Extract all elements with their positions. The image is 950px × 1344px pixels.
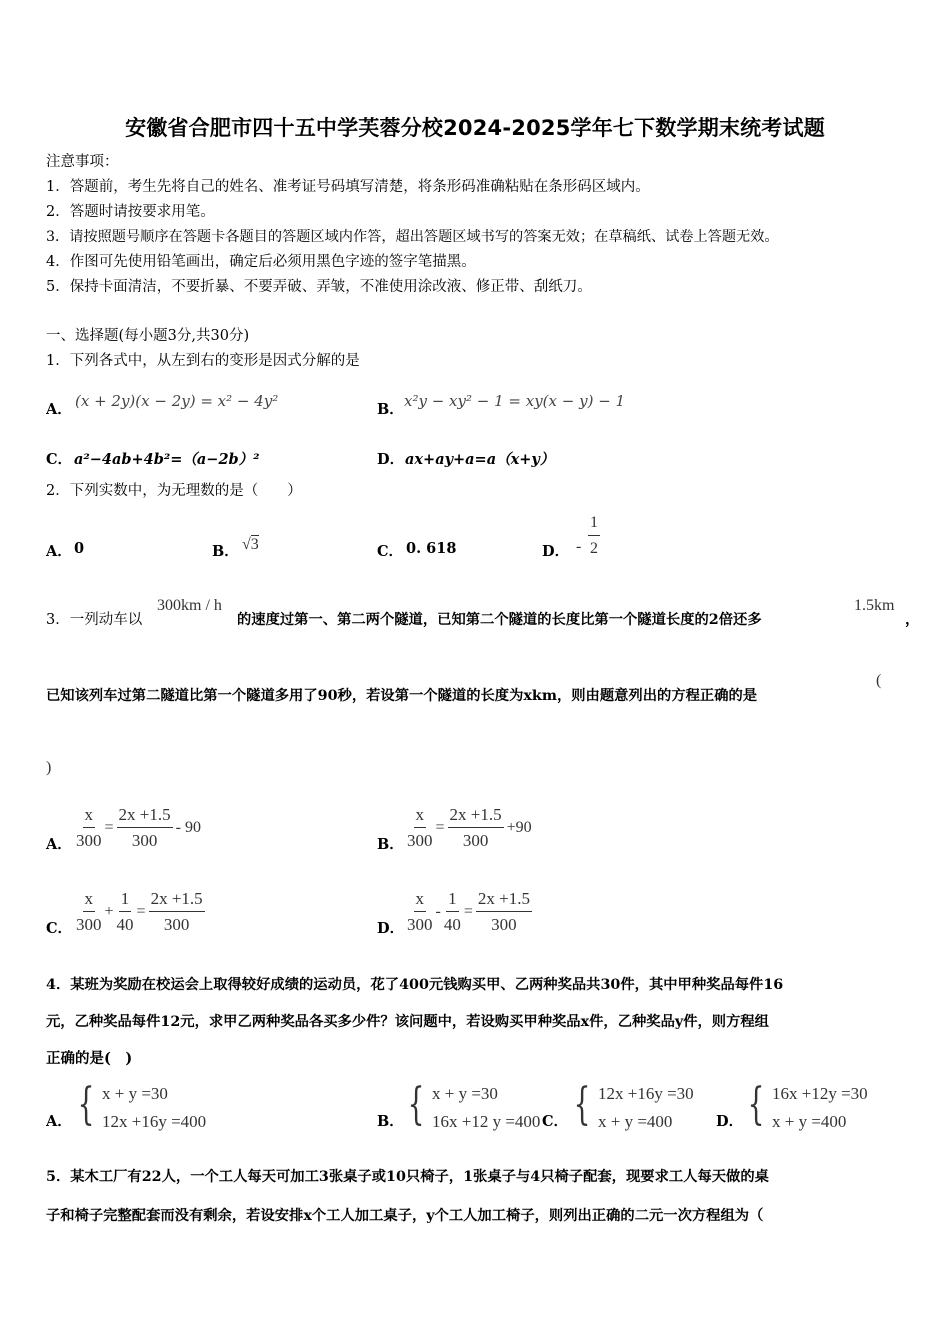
- q2-option-c-label: C．: [377, 543, 404, 560]
- q4-option-b-label: B．: [377, 1113, 404, 1130]
- fraction-numerator: 1: [119, 889, 132, 912]
- q1-option-d-label: D．: [377, 451, 405, 468]
- equation-row: 12x +16y =30: [598, 1084, 694, 1103]
- fraction-numerator: 2x +1.5: [448, 805, 504, 828]
- section-heading: 一、选择题(每小题3分,共30分): [46, 328, 250, 344]
- q2-option-c-value: 0. 618: [406, 540, 457, 557]
- q2-option-a-value: 0: [74, 540, 85, 557]
- fraction: [476, 889, 532, 935]
- fraction: [444, 889, 461, 935]
- fraction-numerator: 1: [446, 889, 459, 912]
- notice-item: 4．作图可先使用铅笔画出，确定后必须用黑色字迹的签字笔描黑。: [46, 254, 476, 270]
- notice-heading: 注意事项：: [46, 154, 119, 170]
- equation-row: 16x +12y =30: [772, 1084, 868, 1103]
- q4-option-d-system: [742, 1080, 868, 1136]
- q2-option-d-fraction: [588, 513, 600, 559]
- fraction-denominator: 300: [407, 831, 433, 850]
- question-5-line: 子和椅子完整配套而没有剩余，若设安排x个工人加工桌子，y个工人加工椅子，则列出正确的二元一次方程组为（: [46, 1208, 764, 1224]
- fraction-numerator: 2x +1.5: [149, 889, 205, 912]
- q3-part-1: 3．一列动车以: [46, 612, 143, 628]
- fraction: [76, 889, 102, 935]
- equation-row: 12x +16y =400: [102, 1112, 207, 1131]
- q2-option-d-label: D．: [542, 543, 570, 560]
- q3-option-d-label: D．: [377, 920, 405, 937]
- fraction-denominator: 300: [407, 915, 433, 934]
- q3-option-a-equation: [76, 805, 201, 851]
- fraction: [117, 805, 173, 851]
- q3-option-c-equation: [76, 889, 205, 935]
- q3-comma: ，: [905, 611, 920, 628]
- fraction-denominator: 300: [163, 915, 190, 934]
- question-3-text: [46, 610, 142, 630]
- q3-part-3: 已知该列车过第二隧道比第一个隧道多用了90秒，若设第一个隧道的长度为xkm，则由题意列出的方程正确的是: [46, 688, 758, 704]
- q3-option-d-equation: [407, 889, 532, 935]
- q1-option-c-formula: a²−4ab+4b²=（a−2b）²: [74, 451, 260, 468]
- q2-option-a-label: A．: [46, 543, 72, 560]
- fraction: [117, 889, 134, 935]
- minus-sign: -: [435, 903, 441, 920]
- fraction-numerator: 2x +1.5: [476, 889, 532, 912]
- fraction: [76, 805, 102, 851]
- page-title: 安徽省合肥市四十五中学芙蓉分校2024-2025学年七下数学期末统考试题: [125, 116, 825, 140]
- notice-item: 1．答题前，考生先将自己的姓名、准考证号码填写清楚，将条形码准确粘贴在条形码区域内。: [46, 179, 650, 195]
- fraction: [407, 805, 433, 851]
- equation-row: x + y =400: [598, 1112, 673, 1131]
- q4-option-c-label: C．: [542, 1113, 569, 1130]
- q3-option-c-label: C．: [46, 920, 73, 937]
- q2-option-b-label: B．: [212, 543, 239, 560]
- brace-icon: {: [407, 1079, 425, 1130]
- equation-row: 16x +12 y =400: [432, 1112, 541, 1131]
- q3-extra-length: 1.5km: [854, 597, 895, 614]
- brace-icon: {: [573, 1079, 591, 1130]
- q1-option-a-label: A．: [46, 401, 72, 418]
- brace-icon: {: [747, 1079, 765, 1130]
- q2-option-d-sign: -: [576, 538, 582, 555]
- fraction-numerator: 2x +1.5: [117, 805, 173, 828]
- fraction-numerator: x: [83, 805, 96, 828]
- fraction: [448, 805, 504, 851]
- notice-item: 2．答题时请按要求用笔。: [46, 204, 215, 220]
- fraction-denominator: 300: [491, 915, 517, 934]
- question-5-line: 5．某木工厂有22人，一个工人每天可加工3张桌子或10只椅子，1张桌子与4只椅子配套，现要求工人每天做的桌: [46, 1169, 769, 1185]
- q3-open-paren: (: [876, 672, 882, 689]
- equals-sign: =: [136, 903, 146, 920]
- q3-option-b-equation: [407, 805, 532, 851]
- fraction-denominator: 40: [116, 915, 134, 934]
- question-4-line: 4．某班为奖励在校运会上取得较好成绩的运动员，花了400元钱购买甲、乙两种奖品共30件，其中甲种奖品每件16: [46, 977, 784, 993]
- fraction-numerator: 1: [588, 513, 600, 536]
- q4-option-a-system: [72, 1080, 206, 1136]
- fraction-numerator: x: [83, 889, 96, 912]
- sqrt-radicand: 3: [250, 536, 259, 553]
- equation-row: x + y =30: [432, 1084, 498, 1103]
- notice-item: 3．请按照题号顺序在答题卡各题目的答题区域内作答，超出答题区域书写的答案无效；在草稿纸、试卷上答题无效。: [46, 229, 779, 245]
- q3-close-paren: ): [46, 759, 52, 776]
- q3-part-2: 的速度过第一、第二两个隧道，已知第二个隧道的长度比第一个隧道长度的2倍还多: [237, 612, 762, 628]
- equation-row: x + y =30: [102, 1084, 168, 1103]
- question-4-line: 元，乙种奖品每件12元，求甲乙两种奖品各买多少件？该问题中，若设购买甲种奖品x件，乙种奖品y件，则方程组: [46, 1014, 769, 1030]
- brace-icon: {: [77, 1079, 95, 1130]
- fraction-denominator: 300: [131, 831, 158, 850]
- q1-option-b-label: B．: [377, 401, 404, 418]
- q2-option-b-sqrt: [242, 536, 259, 554]
- equation-tail: +90: [506, 819, 532, 836]
- fraction-denominator: 300: [462, 831, 489, 850]
- equation-row: x + y =400: [772, 1112, 847, 1131]
- fraction: [149, 889, 205, 935]
- q4-option-c-system: [568, 1080, 694, 1136]
- q4-option-d-label: D．: [716, 1113, 744, 1130]
- fraction-denominator: 40: [443, 915, 461, 934]
- equals-sign: =: [104, 819, 114, 836]
- fraction-numerator: x: [414, 889, 427, 912]
- fraction-numerator: x: [414, 805, 427, 828]
- q1-option-c-label: C．: [46, 451, 73, 468]
- equation-tail: - 90: [175, 819, 201, 836]
- equals-sign: =: [463, 903, 473, 920]
- q1-option-d-formula: ax+ay+a=a（x+y）: [405, 451, 555, 468]
- question-2-stem: 2．下列实数中，为无理数的是（ ）: [46, 483, 302, 499]
- equals-sign: =: [435, 819, 445, 836]
- q3-speed: 300km / h: [157, 597, 222, 614]
- q1-option-b-formula: x²y − xy² − 1 = xy(x − y) − 1: [404, 392, 626, 410]
- q4-option-b-system: [402, 1080, 540, 1136]
- fraction-denominator: 2: [590, 540, 598, 557]
- q3-option-b-label: B．: [377, 836, 404, 853]
- question-1-stem: 1．下列各式中，从左到右的变形是因式分解的是: [46, 353, 360, 369]
- q3-option-a-label: A．: [46, 836, 72, 853]
- fraction-denominator: 300: [76, 831, 102, 850]
- sqrt-symbol: √: [242, 536, 251, 553]
- plus-sign: +: [104, 903, 114, 920]
- fraction: [407, 889, 433, 935]
- q4-option-a-label: A．: [46, 1113, 72, 1130]
- fraction-denominator: 300: [76, 915, 102, 934]
- q1-option-a-formula: (x + 2y)(x − 2y) = x² − 4y²: [75, 392, 279, 410]
- question-4-line: 正确的是( ): [46, 1050, 133, 1067]
- notice-item: 5．保持卡面清洁，不要折暴、不要弄破、弄皱，不准使用涂改液、修正带、刮纸刀。: [46, 279, 592, 295]
